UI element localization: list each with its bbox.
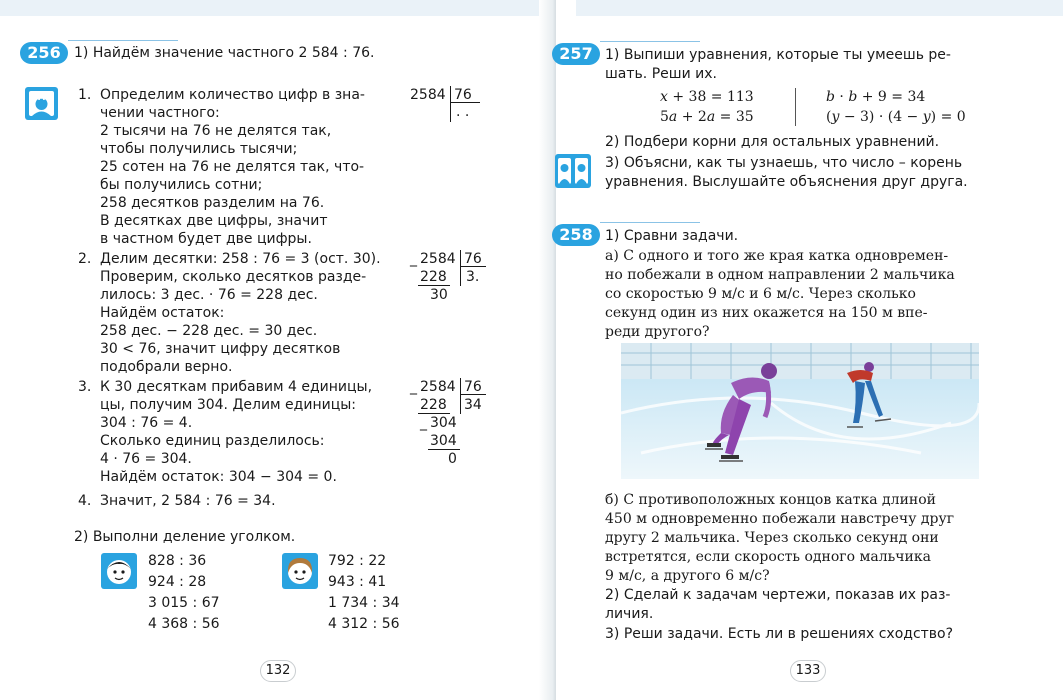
exercise-item: 792 : 22 [328, 553, 387, 569]
quotient: 34 [464, 397, 482, 413]
task-258-line: личия. [605, 606, 654, 622]
step3-line: 304 : 76 = 4. [100, 415, 193, 431]
division-bar [460, 250, 461, 286]
accent-line [600, 41, 700, 42]
dividend: 2584 [410, 87, 446, 103]
step-number: 2. [78, 251, 92, 267]
problem-b-line: 9 м/с, а другого 6 м/с? [605, 568, 770, 584]
task-257-line: 3) Объясни, как ты узнаешь, что число – корень [605, 155, 963, 171]
step4-text: Значит, 2 584 : 76 = 34. [100, 493, 276, 509]
step1-line: 2 тысячи на 76 не делятся так, [100, 123, 332, 139]
subtrahend: 228 [420, 269, 447, 285]
exercise-item: 4 368 : 56 [148, 616, 220, 632]
problem-a-line: реди другого? [605, 324, 710, 340]
problem-b-line: другу 2 мальчика. Через сколько секунд они [605, 530, 939, 546]
step1-line: Определим количество цифр в зна- [100, 87, 365, 103]
step1-line: чении частного: [100, 105, 220, 121]
exercise-item: 943 : 41 [328, 574, 387, 590]
task-257-line: 2) Подбери корни для остальных уравнений. [605, 134, 940, 150]
step1-line: В десятках две цифры, значит [100, 213, 328, 229]
equation: (y − 3) · (4 − y) = 0 [826, 109, 966, 125]
girl-icon [282, 553, 318, 589]
page-number: 133 [790, 660, 826, 682]
divisor: 76 [464, 251, 482, 267]
step3-line: цы, получим 304. Делим единицы: [100, 397, 356, 413]
step2-line: 258 дес. − 228 дес. = 30 дес. [100, 323, 318, 339]
problem-a-line: но побежали в одном направлении 2 мальчика [605, 267, 955, 283]
step1-line: в частном будет две цифры. [100, 231, 312, 247]
equation: 5a + 2a = 35 [660, 109, 754, 125]
page-number: 132 [260, 660, 296, 682]
task-258-line: 2) Сделай к задачам чертежи, показав их раз- [605, 587, 951, 603]
exercise-item: 3 015 : 67 [148, 595, 220, 611]
step2-line: Проверим, сколько десятков разде- [100, 269, 367, 285]
step2-line: Найдём остаток: [100, 305, 225, 321]
task-258-line: 3) Реши задачи. Есть ли в решениях сходство? [605, 626, 954, 642]
accent-line [68, 40, 178, 41]
task-257-line: шать. Реши их. [605, 66, 717, 82]
task-256-part2-title: 2) Выполни деление уголком. [74, 529, 296, 545]
step1-line: 25 сотен на 76 не делятся так, что- [100, 159, 365, 175]
step1-line: 258 десятков разделим на 76. [100, 195, 325, 211]
problem-b-line: встретятся, если скорость одного мальчика [605, 549, 931, 565]
dividend: 2584 [420, 379, 456, 395]
remainder: 0 [448, 451, 457, 467]
top-stripe [0, 0, 540, 16]
equation-divider [795, 88, 796, 126]
exercise-item: 1 734 : 34 [328, 595, 400, 611]
task-256-part1-title: 1) Найдём значение частного 2 584 : 76. [74, 45, 375, 61]
exercise-item: 4 312 : 56 [328, 616, 400, 632]
step3-line: Найдём остаток: 304 − 304 = 0. [100, 469, 337, 485]
equation: x + 38 = 113 [660, 89, 754, 105]
problem-b-line: 450 м одновременно побежали навстречу друг [605, 511, 955, 527]
task-badge-256: 256 [20, 42, 68, 64]
accent-line [600, 222, 700, 223]
step2-line: Делим десятки: 258 : 76 = 3 (ост. 30). [100, 251, 381, 267]
division-bar [450, 86, 451, 122]
partial-dividend: 304 [430, 415, 457, 431]
minus-sign: _ [420, 415, 427, 431]
skaters-illustration [621, 343, 979, 479]
task-badge-258: 258 [552, 224, 600, 246]
step3-line: 4 · 76 = 304. [100, 451, 192, 467]
step2-line: 30 < 76, значит цифру десятков [100, 341, 341, 357]
quotient: 3. [466, 269, 480, 285]
step1-line: чтобы получились тысячи; [100, 141, 298, 157]
equation: b · b + 9 = 34 [826, 89, 926, 105]
quotient-placeholder: . . [456, 104, 470, 120]
step3-line: Сколько единиц разделилось: [100, 433, 325, 449]
task-258-line: 1) Сравни задачи. [605, 228, 739, 244]
divisor: 76 [464, 379, 482, 395]
svg-text:A: A [38, 93, 45, 103]
step1-line: бы получились сотни; [100, 177, 263, 193]
algorithm-icon [25, 87, 58, 120]
problem-b-line: б) С противоположных концов катка длиной [605, 492, 936, 508]
dividend: 2584 [420, 251, 456, 267]
problem-a-line: со скоростью 9 м/с и 6 м/с. Через сколько [605, 286, 916, 302]
exercise-item: 828 : 36 [148, 553, 207, 569]
exercise-item: 924 : 28 [148, 574, 207, 590]
minus-sign: _ [410, 251, 417, 267]
minus-sign: _ [410, 379, 417, 395]
step2-line: подобрали верно. [100, 359, 233, 375]
boy-icon [101, 553, 137, 589]
step-number: 4. [78, 493, 92, 509]
task-badge-257: 257 [552, 43, 600, 65]
subtrahend: 228 [420, 397, 447, 413]
subtrahend: 304 [430, 433, 457, 449]
problem-a-line: а) С одного и того же края катка одновремен- [605, 248, 949, 264]
remainder: 30 [430, 287, 448, 303]
problem-a-line: секунд один из них окажется на 150 м впе- [605, 305, 928, 321]
step3-line: К 30 десяткам прибавим 4 единицы, [100, 379, 373, 395]
task-257-line: 1) Выпиши уравнения, которые ты умеешь ре- [605, 47, 951, 63]
divisor: 76 [454, 87, 472, 103]
step-number: 3. [78, 379, 92, 395]
top-stripe [576, 0, 1063, 16]
step2-line: лилось: 3 дес. · 76 = 228 дес. [100, 287, 318, 303]
step-number: 1. [78, 87, 92, 103]
division-bar [460, 378, 461, 414]
pair-discussion-icon [555, 154, 591, 188]
task-257-line: уравнения. Выслушайте объяснения друг друга. [605, 174, 968, 190]
